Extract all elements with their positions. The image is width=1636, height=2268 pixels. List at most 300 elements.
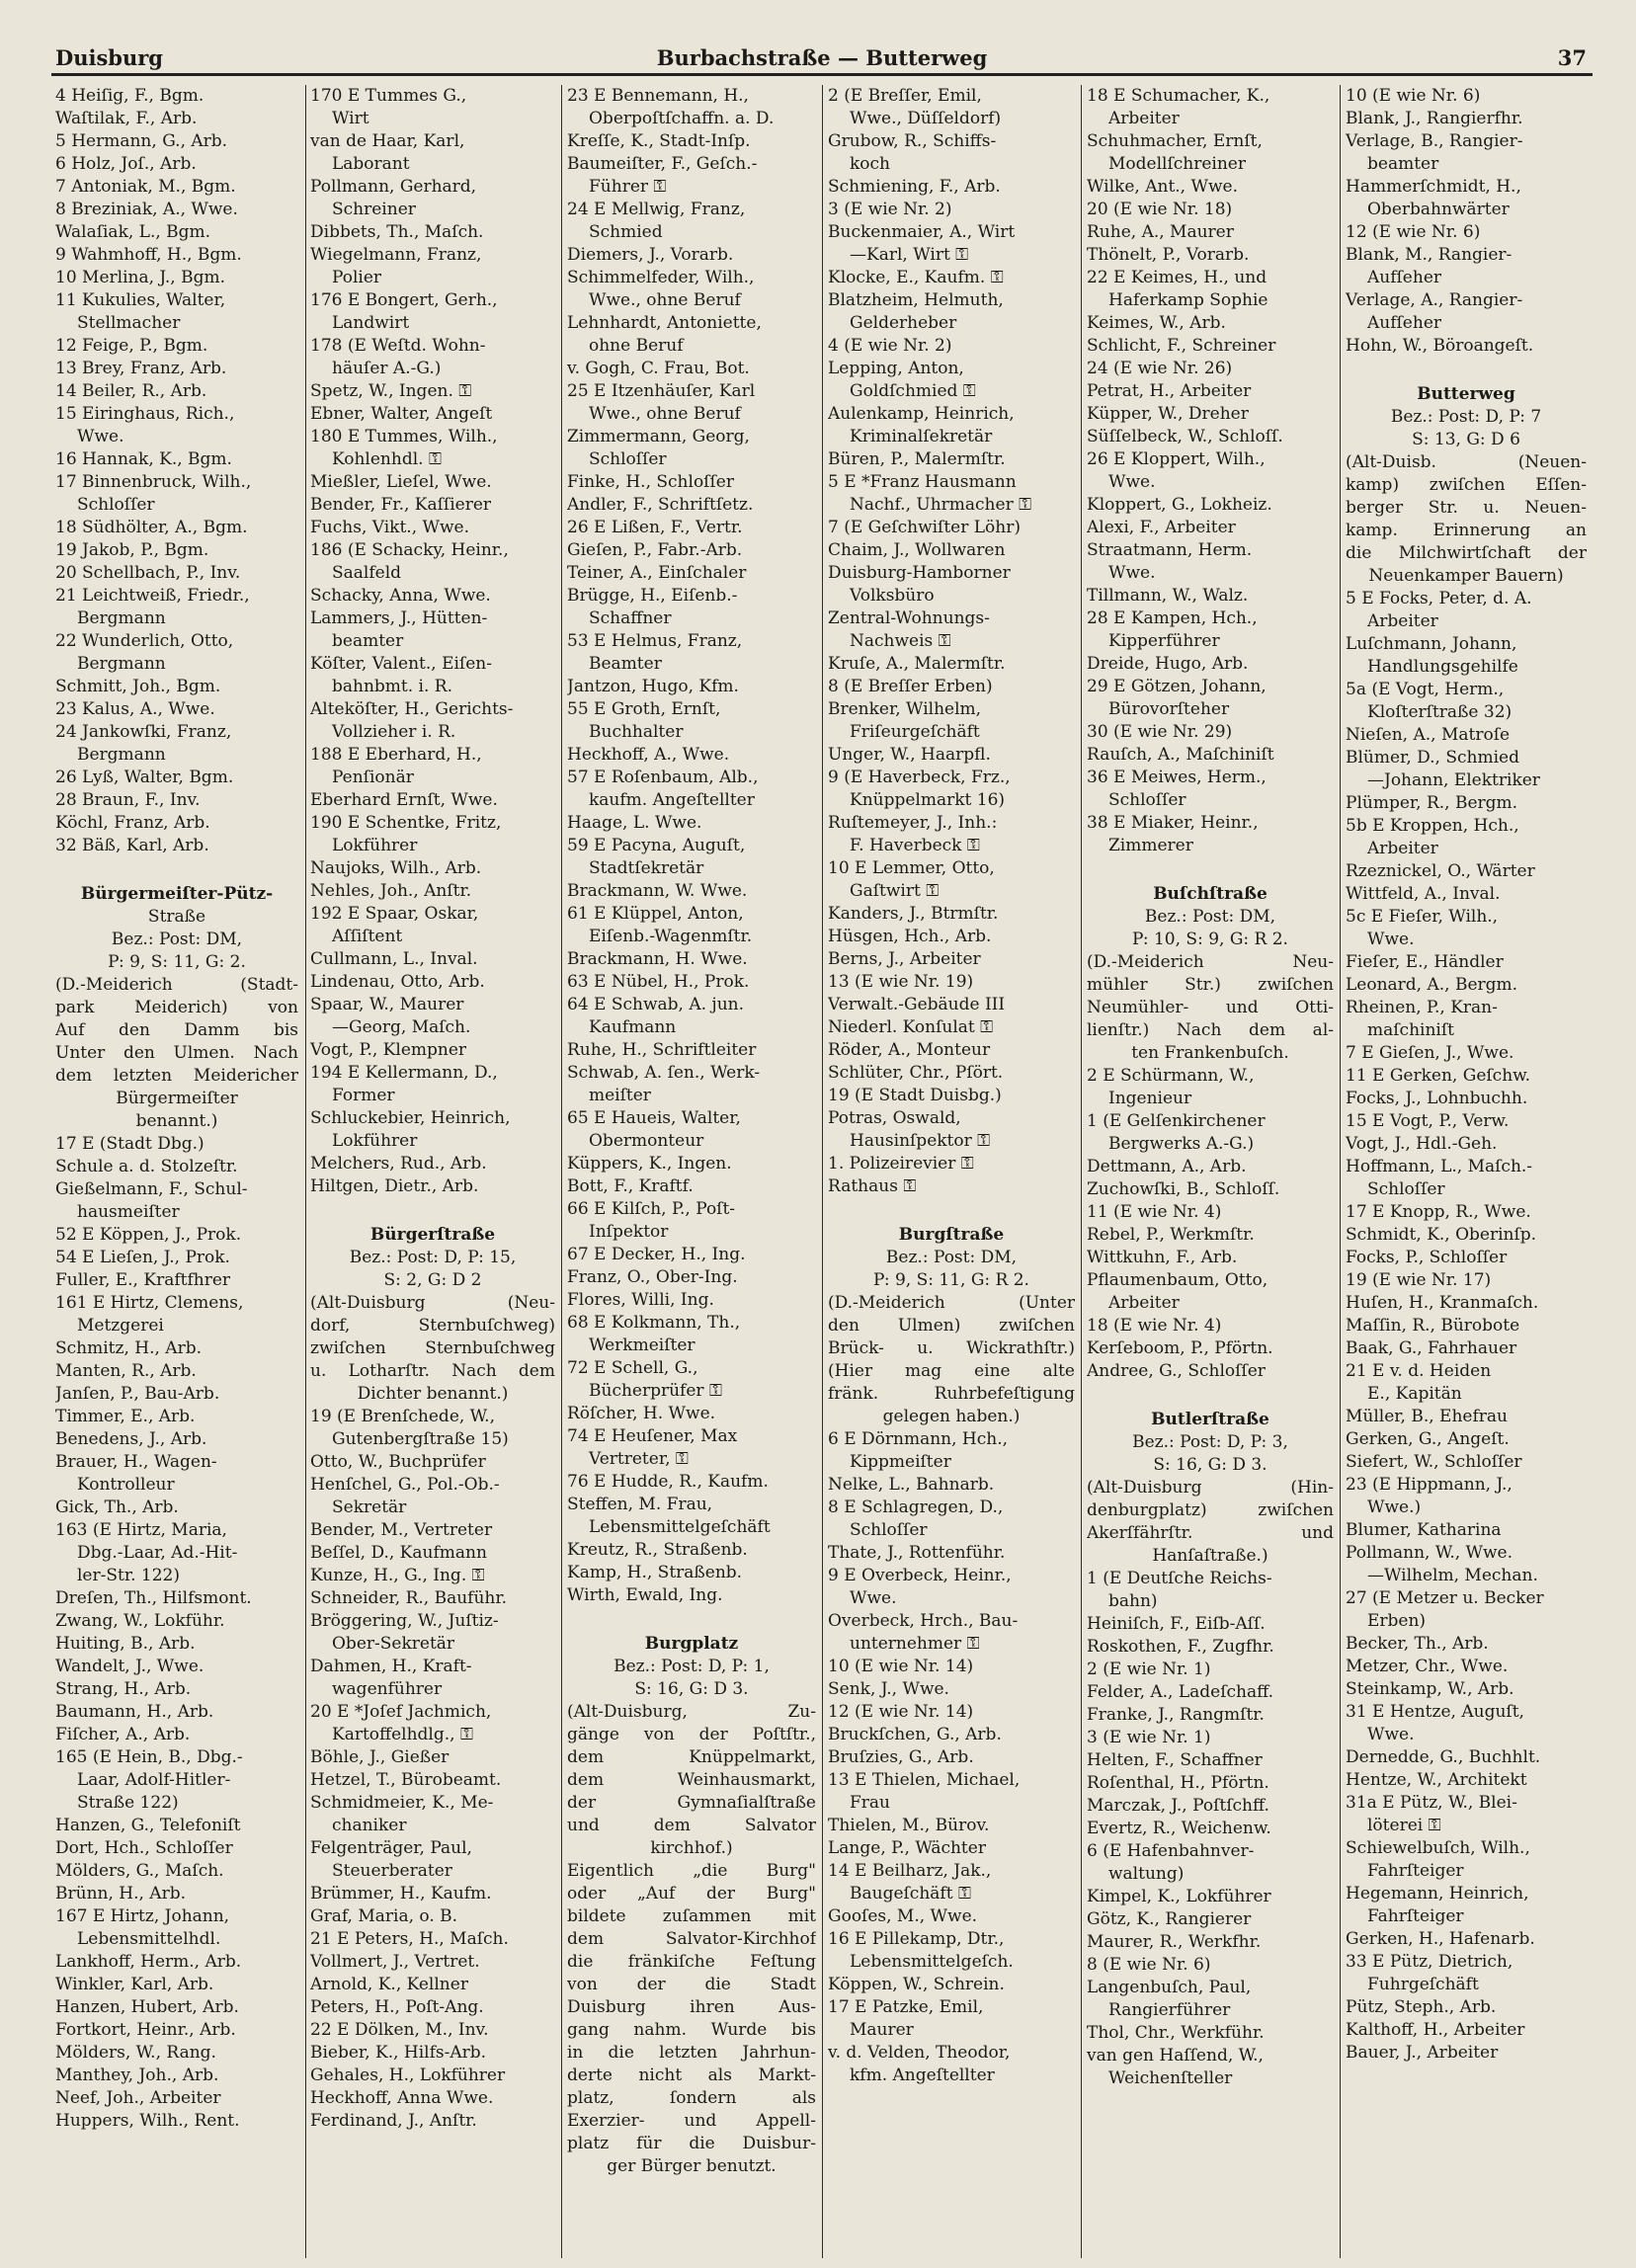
directory-entry: Gerken, G., Angeſt. <box>1346 1429 1510 1449</box>
street-description: Bez.: Post: D, P: 15, <box>349 1248 517 1267</box>
street-description: Exerzier- und Appell- <box>567 2111 816 2131</box>
directory-entry: kaufm. Angeſtellter <box>589 790 755 810</box>
directory-entry: Brümmer, H., Kaufm. <box>310 1884 492 1904</box>
directory-entry: 20 (E wie Nr. 18) <box>1087 200 1233 219</box>
directory-entry: Böhle, J., Gießer <box>310 1747 450 1767</box>
directory-entry: Nieſen, A., Matroſe <box>1346 725 1511 745</box>
directory-entry: 10 Merlina, J., Bgm. <box>55 268 226 287</box>
directory-entry: Wwe. <box>850 1588 897 1608</box>
directory-entry: Küpper, W., Dreher <box>1087 404 1249 424</box>
directory-entry: Lehnhardt, Antoniette, <box>567 313 762 333</box>
directory-entry: Buchhalter <box>589 722 684 742</box>
directory-entry: 18 E Schumacher, K., <box>1087 86 1270 106</box>
directory-entry: Laar, Adolf-Hitler- <box>77 1770 231 1790</box>
directory-entry: Schloſſer <box>589 449 667 469</box>
directory-entry: Dreide, Hugo, Arb. <box>1087 654 1249 674</box>
directory-entry: 8 (E wie Nr. 6) <box>1087 1955 1211 1975</box>
directory-entry: Gelderheber <box>850 313 957 333</box>
directory-entry: Becker, Th., Arb. <box>1346 1634 1489 1654</box>
directory-entry: Wwe., ohne Beruf <box>589 290 741 310</box>
directory-entry: 12 (E wie Nr. 6) <box>1346 222 1481 242</box>
directory-entry: Aulenkamp, Heinrich, <box>828 404 1015 424</box>
directory-entry: ohne Beruf <box>589 336 684 356</box>
directory-entry: Schreiner <box>332 200 416 219</box>
directory-entry: 72 E Schell, G., <box>567 1358 698 1378</box>
directory-entry: Laborant <box>332 154 410 174</box>
directory-entry: Berns, J., Arbeiter <box>828 949 981 969</box>
directory-entry: Lindenau, Otto, Arb. <box>310 972 485 992</box>
directory-entry: Heckhoff, A., Wwe. <box>567 745 730 765</box>
directory-entry: Brackmann, W. Wwe. <box>567 881 748 901</box>
directory-entry: Vollmert, J., Vertret. <box>310 1952 480 1972</box>
directory-entry: Bott, F., Kraftf. <box>567 1176 694 1196</box>
directory-entry: Landwirt <box>332 313 410 333</box>
directory-entry: Polier <box>332 268 382 287</box>
directory-entry: Huiting, B., Arb. <box>55 1634 196 1654</box>
directory-entry: Schule a. d. Stolzeſtr. <box>55 1157 238 1176</box>
directory-entry: v. Gogh, C. Frau, Bot. <box>567 359 750 378</box>
directory-entry: Manten, R., Arb. <box>55 1361 197 1381</box>
directory-entry: Siefert, W., Schloſſer <box>1346 1452 1522 1472</box>
directory-entry: Benedens, J., Arb. <box>55 1429 207 1449</box>
directory-entry: Hetzel, T., Bürobeamt. <box>310 1770 502 1790</box>
directory-entry: Duisburg-Hamborner <box>828 563 1011 583</box>
directory-entry: Bröggering, W., Juſtiz- <box>310 1611 499 1631</box>
street-description: Bez.: Post: DM, <box>111 930 243 949</box>
directory-entry: 52 E Köppen, J., Prok. <box>55 1225 242 1245</box>
directory-entry: beamter <box>1367 154 1439 174</box>
directory-entry: Felder, A., Ladeſchaff. <box>1087 1682 1274 1702</box>
directory-entry: 8 Breziniak, A., Wwe. <box>55 200 238 219</box>
directory-entry: Bieber, K., Hilfs-Arb. <box>310 2043 487 2063</box>
directory-entry: Ebner, Walter, Angeſt <box>310 404 493 424</box>
directory-entry: Vertreter, ⚿ <box>589 1449 689 1469</box>
directory-entry: Neef, Joh., Arbeiter <box>55 2088 221 2108</box>
directory-entry: Brügge, H., Eiſenb.- <box>567 586 738 606</box>
directory-entry: häuſer A.-G.) <box>332 359 442 378</box>
directory-entry: Lange, P., Wächter <box>828 1838 986 1858</box>
directory-entry: ler-Str. 122) <box>77 1566 180 1585</box>
directory-entry: Wittfeld, A., Inval. <box>1346 884 1501 904</box>
directory-entry: Zuchowſki, B., Schloſſ. <box>1087 1179 1280 1199</box>
directory-entry: Schloſſer <box>1367 1179 1445 1199</box>
directory-entry: Former <box>332 1086 395 1105</box>
directory-entry: 4 Heiſig, F., Bgm. <box>55 86 204 106</box>
directory-entry: —Georg, Maſch. <box>332 1017 471 1037</box>
street-heading: Buſchſtraße <box>1153 884 1268 904</box>
directory-entry: Grubow, R., Schiffs- <box>828 131 997 151</box>
directory-entry: Klocke, E., Kaufm. ⚿ <box>828 268 1004 287</box>
directory-entry: 6 Holz, Joſ., Arb. <box>55 154 197 174</box>
directory-entry: 10 (E wie Nr. 6) <box>1346 86 1481 106</box>
directory-entry: Straatmann, Herm. <box>1087 540 1253 560</box>
directory-entry: v. d. Velden, Theodor, <box>828 2043 1011 2063</box>
directory-entry: 31a E Pütz, W., Blei- <box>1346 1793 1517 1813</box>
directory-entry: Hammerſchmidt, H., <box>1346 177 1521 197</box>
street-description: P: 9, S: 11, G: R 2. <box>873 1270 1029 1290</box>
directory-entry: Sekretär <box>332 1498 407 1517</box>
directory-entry: 1 (E Deutſche Reichs- <box>1087 1569 1272 1588</box>
directory-entry: Schluckebier, Heinrich, <box>310 1108 511 1128</box>
directory-entry: Finke, H., Schloſſer <box>567 472 734 492</box>
directory-entry: Hiltgen, Dietr., Arb. <box>310 1176 479 1196</box>
directory-entry: Baak, G., Fahrhauer <box>1346 1338 1517 1358</box>
street-description: (D.-Meiderich (Stadt- <box>55 975 298 995</box>
directory-entry: bahn) <box>1108 1591 1158 1611</box>
directory-entry: Unger, W., Haarpfl. <box>828 745 991 765</box>
directory-entry: Niederl. Konſulat ⚿ <box>828 1017 994 1037</box>
directory-entry: 31 E Hentze, Auguſt, <box>1346 1702 1524 1722</box>
directory-entry: Nachf., Uhrmacher ⚿ <box>850 495 1032 515</box>
directory-entry: 8 E Schlagregen, D., <box>828 1498 1004 1517</box>
directory-entry: 13 E Thielen, Michael, <box>828 1770 1021 1790</box>
directory-entry: Lammers, J., Hütten- <box>310 608 488 628</box>
directory-entry: unternehmer ⚿ <box>850 1634 980 1654</box>
directory-entry: Arnold, K., Kellner <box>310 1975 468 1994</box>
street-description: S: 2, G: D 2 <box>383 1270 482 1290</box>
directory-entry: Röder, A., Monteur <box>828 1040 991 1060</box>
column-divider <box>822 85 823 2258</box>
directory-entry: bahnbmt. i. R. <box>332 677 453 696</box>
directory-entry: Bergmann <box>77 608 166 628</box>
directory-entry: 67 E Decker, H., Ing. <box>567 1245 746 1264</box>
directory-entry: 23 E Bennemann, H., <box>567 86 749 106</box>
directory-entry: Lankhoff, Herm., Arb. <box>55 1952 242 1972</box>
directory-entry: 7 E Gieſen, J., Wwe. <box>1346 1043 1514 1063</box>
directory-entry: —Karl, Wirt ⚿ <box>850 245 969 265</box>
directory-entry: 30 (E wie Nr. 29) <box>1087 722 1233 742</box>
column-divider <box>1340 85 1341 2258</box>
column-1 <box>55 85 298 2258</box>
directory-entry: Andler, F., Schriftſetz. <box>567 495 754 515</box>
directory-entry: Köppen, W., Schrein. <box>828 1975 1005 1994</box>
directory-entry: 14 Beiler, R., Arb. <box>55 381 207 401</box>
directory-entry: 5a (E Vogt, Herm., <box>1346 680 1505 699</box>
street-description: dorf, Sternbuſchweg) <box>310 1316 555 1336</box>
directory-entry: Kontrolleur <box>77 1475 175 1495</box>
directory-entry: Naujoks, Wilh., Arb. <box>310 858 482 878</box>
directory-entry: 1 (E Gelſenkirchener <box>1087 1111 1266 1131</box>
directory-entry: Franke, J., Rangmſtr. <box>1087 1705 1265 1725</box>
directory-entry: Fuhrgeſchäft <box>1367 1975 1479 1994</box>
directory-entry: Dibbets, Th., Maſch. <box>310 222 484 242</box>
directory-entry: Aufſeher <box>1367 268 1442 287</box>
street-description: bildete zuſammen mit <box>567 1906 816 1926</box>
directory-entry: Maurer, R., Werkfhr. <box>1087 1932 1262 1952</box>
directory-entry: Wirt <box>332 109 369 128</box>
directory-entry: Gehales, H., Lokführer <box>310 2066 506 2085</box>
directory-entry: Lebensmittelgeſch. <box>850 1952 1014 1972</box>
directory-entry: Wwe. <box>1108 563 1156 583</box>
directory-entry: 5 E Focks, Peter, d. A. <box>1346 589 1532 608</box>
directory-entry: 61 E Klüppel, Anton, <box>567 904 744 924</box>
directory-entry: Spetz, W., Ingen. ⚿ <box>310 381 472 401</box>
directory-entry: Schmied <box>589 222 663 242</box>
directory-entry: Müller, B., Ehefrau <box>1346 1407 1508 1426</box>
directory-entry: Thönelt, P., Vorarb. <box>1087 245 1250 265</box>
directory-entry: Roskothen, F., Zugfhr. <box>1087 1637 1274 1657</box>
directory-entry: 167 E Hirtz, Johann, <box>55 1906 230 1926</box>
page-header <box>51 43 1593 76</box>
directory-entry: Janſen, P., Bau-Arb. <box>55 1384 220 1404</box>
directory-entry: 165 (E Hein, B., Dbg.- <box>55 1747 243 1767</box>
directory-entry: 20 E *Joſef Jachmich, <box>310 1702 492 1722</box>
directory-entry: Schuhmacher, Ernſt, <box>1087 131 1263 151</box>
directory-entry: Kloppert, G., Lokheiz. <box>1087 495 1272 515</box>
directory-entry: Gooſes, M., Wwe. <box>828 1906 978 1926</box>
directory-entry: Schloſſer <box>1108 790 1186 810</box>
directory-entry: Graf, Maria, o. B. <box>310 1906 458 1926</box>
street-description: u. Lotharſtr. Nach dem <box>310 1361 555 1381</box>
directory-entry: Peters, H., Poſt-Ang. <box>310 1997 484 2017</box>
directory-entry: Alteköſter, H., Gerichts- <box>310 699 514 719</box>
directory-entry: Nelke, L., Bahnarb. <box>828 1475 995 1495</box>
directory-entry: Huppers, Wilh., Rent. <box>55 2111 240 2131</box>
directory-entry: Bender, Fr., Kaſſierer <box>310 495 492 515</box>
directory-entry: 10 E Lemmer, Otto, <box>828 858 995 878</box>
directory-entry: waltung) <box>1108 1864 1185 1884</box>
directory-entry: Arbeiter <box>1108 109 1180 128</box>
directory-entry: 17 E (Stadt Dbg.) <box>55 1134 204 1154</box>
directory-entry: Schneider, R., Bauführ. <box>310 1588 508 1608</box>
street-description: Neumühler- und Otti- <box>1087 998 1334 1017</box>
directory-entry: Rebel, P., Werkmſtr. <box>1087 1225 1255 1245</box>
street-description: berger Str. u. Neuen- <box>1346 498 1587 518</box>
street-description: Neuenkamper Bauern) <box>1368 566 1564 586</box>
directory-entry: Goldſchmied ⚿ <box>850 381 976 401</box>
directory-entry: Volksbüro <box>850 586 935 606</box>
directory-entry: 12 (E wie Nr. 14) <box>828 1702 974 1722</box>
directory-entry: Franz, O., Ober-Ing. <box>567 1267 738 1287</box>
directory-entry: Gaſtwirt ⚿ <box>850 881 940 901</box>
directory-entry: Vollzieher i. R. <box>332 722 456 742</box>
directory-entry: Schlüter, Chr., Pſört. <box>828 1063 1004 1083</box>
street-heading: Bürgermeiſter-Pütz- <box>80 884 274 904</box>
directory-entry: Schwab, A. ſen., Werk- <box>567 1063 761 1083</box>
directory-entry: 28 E Kampen, Hch., <box>1087 608 1258 628</box>
directory-entry: 11 (E wie Nr. 4) <box>1087 1202 1222 1222</box>
directory-entry: 2 (E Breſſer, Emil, <box>828 86 982 106</box>
directory-entry: Bergwerks A.-G.) <box>1108 1134 1255 1154</box>
directory-entry: Bruſzies, G., Arb. <box>828 1747 974 1767</box>
directory-entry: Gießelmann, F., Schul- <box>55 1179 248 1199</box>
directory-entry: Fiſcher, A., Arb. <box>55 1725 191 1744</box>
directory-entry: 18 Südhölter, A., Bgm. <box>55 518 248 537</box>
directory-entry: Focks, J., Lohnbuchh. <box>1346 1089 1528 1108</box>
directory-entry: Brenker, Wilhelm, <box>828 699 982 719</box>
directory-entry: Kalthoff, H., Arbeiter <box>1346 2020 1525 2040</box>
directory-entry: Arbeiter <box>1108 1293 1180 1313</box>
directory-entry: Dort, Hch., Schloſſer <box>55 1838 233 1858</box>
directory-entry: hausmeiſter <box>77 1202 180 1222</box>
directory-entry: 192 E Spaar, Oskar, <box>310 904 479 924</box>
column-5 <box>1087 85 1334 2258</box>
directory-entry: Erben) <box>1367 1611 1427 1631</box>
street-description: Eigentlich „die Burg" <box>567 1861 816 1881</box>
directory-entry: Vogt, J., Hdl.-Geh. <box>1346 1134 1498 1154</box>
directory-entry: Aſſiſtent <box>332 927 403 946</box>
directory-entry: 33 E Pütz, Dietrich, <box>1346 1952 1513 1972</box>
directory-entry: Potras, Oswald, <box>828 1108 961 1128</box>
directory-entry: Kamp, H., Straßenb. <box>567 1563 743 1582</box>
directory-entry: van gen Haſſend, W., <box>1087 2046 1264 2066</box>
directory-entry: 16 Hannak, K., Bgm. <box>55 449 232 469</box>
directory-entry: Lebensmittelgeſchäft <box>589 1517 771 1537</box>
street-description: Unter den Ulmen. Nach <box>55 1043 298 1063</box>
header-city: Duisburg <box>55 45 163 70</box>
directory-entry: Baumann, H., Arb. <box>55 1702 214 1722</box>
street-description: (Alt-Duisb. (Neuen- <box>1346 452 1587 472</box>
directory-entry: Dahmen, H., Kraft- <box>310 1657 472 1676</box>
directory-entry: 178 (E Weſtd. Wohn- <box>310 336 486 356</box>
directory-entry: 63 E Nübel, H., Prok. <box>567 972 750 992</box>
directory-entry: Baumeiſter, F., Geſch.- <box>567 154 758 174</box>
column-divider <box>561 85 562 2258</box>
directory-entry: Obermonteur <box>589 1131 704 1151</box>
directory-entry: 23 (E Hippmann, J., <box>1346 1475 1513 1495</box>
directory-entry: Brauer, H., Wagen- <box>55 1452 217 1472</box>
directory-entry: Zentral-Wohnungs- <box>828 608 990 628</box>
directory-entry: 59 E Pacyna, Auguſt, <box>567 836 746 855</box>
directory-entry: Kimpel, K., Lokführer <box>1087 1887 1271 1906</box>
directory-entry: 2 E Schürmann, W., <box>1087 1066 1255 1086</box>
directory-entry: Wwe., Düſſeldorf) <box>850 109 1002 128</box>
directory-entry: Thol, Chr., Werkführ. <box>1087 2023 1265 2043</box>
directory-entry: Mießler, Lieſel, Wwe. <box>310 472 492 492</box>
directory-entry: Vogt, P., Klempner <box>310 1040 467 1060</box>
directory-entry: Hoffmann, L., Maſch.- <box>1346 1157 1533 1176</box>
directory-entry: Wilke, Ant., Wwe. <box>1087 177 1238 197</box>
street-description: P: 10, S: 9, G: R 2. <box>1132 930 1288 949</box>
directory-entry: Saalfeld <box>332 563 402 583</box>
directory-entry: Huſen, H., Kranmaſch. <box>1346 1293 1539 1313</box>
street-description: gelegen haben.) <box>882 1407 1021 1426</box>
directory-entry: Alexi, F., Arbeiter <box>1087 518 1236 537</box>
directory-entry: Otto, W., Buchprüfer <box>310 1452 486 1472</box>
directory-entry: Schmiening, F., Arb. <box>828 177 1001 197</box>
directory-entry: Spaar, W., Maurer <box>310 995 464 1014</box>
street-heading: Butlerſtraße <box>1151 1410 1269 1429</box>
directory-entry: Heiniſch, F., Eiſb-Aſſ. <box>1087 1614 1266 1634</box>
directory-entry: 29 E Götzen, Johann, <box>1087 677 1267 696</box>
directory-entry: 188 E Eberhard, H., <box>310 745 482 765</box>
directory-entry: Oberpoſtſchaffn. a. D. <box>589 109 775 128</box>
directory-entry: Arbeiter <box>1367 611 1438 631</box>
directory-entry: Verwalt.-Gebäude III <box>828 995 1006 1014</box>
street-description: kamp) zwiſchen Eſſen- <box>1346 475 1587 495</box>
street-description: der Gymnaſialſtraße <box>567 1793 816 1813</box>
directory-entry: Hanzen, G., Telefoniſt <box>55 1816 241 1835</box>
directory-entry: Küppers, K., Ingen. <box>567 1154 732 1174</box>
directory-entry: Wirth, Ewald, Ing. <box>567 1585 723 1605</box>
directory-entry: 24 E Mellwig, Franz, <box>567 200 746 219</box>
directory-entry: Kartoffelhdlg., ⚿ <box>332 1725 473 1744</box>
directory-entry: 26 E Lißen, F., Vertr. <box>567 518 743 537</box>
directory-entry: Waſtilak, F., Arb. <box>55 109 198 128</box>
directory-entry: Lebensmittelhdl. <box>77 1929 221 1949</box>
street-description: (Alt-Duisburg, Zu- <box>567 1702 816 1722</box>
street-description: und dem Salvator <box>567 1816 816 1835</box>
directory-entry: 1. Polizeirevier ⚿ <box>828 1154 974 1174</box>
directory-entry: Schacky, Anna, Wwe. <box>310 586 491 606</box>
directory-entry: Wittkuhn, F., Arb. <box>1087 1248 1238 1267</box>
directory-entry: 74 E Heuſener, Max <box>567 1426 738 1446</box>
directory-entry: Keimes, W., Arb. <box>1087 313 1226 333</box>
directory-entry: Dettmann, A., Arb. <box>1087 1157 1247 1176</box>
directory-entry: Thate, J., Rottenführ. <box>828 1543 1006 1563</box>
directory-entry: 19 (E Stadt Duisbg.) <box>828 1086 1002 1105</box>
directory-entry: Maurer <box>850 2020 914 2040</box>
directory-entry: Schlicht, F., Schreiner <box>1087 336 1276 356</box>
street-description: mühler Str.) zwiſchen <box>1087 975 1334 995</box>
directory-entry: 4 (E wie Nr. 2) <box>828 336 952 356</box>
directory-entry: Kruſe, A., Malermſtr. <box>828 654 1006 674</box>
directory-entry: 12 Feige, P., Bgm. <box>55 336 208 356</box>
directory-entry: van de Haar, Karl, <box>310 131 465 151</box>
directory-entry: chaniker <box>332 1816 407 1835</box>
directory-entry: Fahrſteiger <box>1367 1861 1464 1881</box>
street-description: P: 9, S: 11, G: 2. <box>108 952 246 972</box>
directory-entry: 3 (E wie Nr. 1) <box>1087 1728 1211 1747</box>
directory-entry: Kreſſe, K., Stadt-Inſp. <box>567 131 751 151</box>
directory-entry: 17 E Patzke, Emil, <box>828 1997 984 2017</box>
directory-entry: Bergmann <box>77 654 166 674</box>
directory-entry: 38 E Miaker, Heinr., <box>1087 813 1259 833</box>
directory-entry: Kaufmann <box>589 1017 677 1037</box>
directory-entry: Wwe. <box>1367 1725 1415 1744</box>
directory-entry: Aufſeher <box>1367 313 1442 333</box>
directory-entry: Buckenmaier, A., Wirt <box>828 222 1016 242</box>
directory-entry: 15 Eiringhaus, Rich., <box>55 404 235 424</box>
street-description: kirchhof.) <box>650 1838 733 1858</box>
directory-entry: Thielen, M., Bürov. <box>828 1816 990 1835</box>
directory-entry: Hüsgen, Hch., Arb. <box>828 927 992 946</box>
street-description: kamp. Erinnerung an <box>1346 521 1587 540</box>
directory-entry: 16 E Pillekamp, Dtr., <box>828 1929 1005 1949</box>
directory-entry: Blümer, D., Schmied <box>1346 748 1519 768</box>
street-description: (D.-Meiderich Neu- <box>1087 952 1334 972</box>
street-description: Bez.: Post: D, P: 7 <box>1390 407 1542 427</box>
street-description: dem Salvator-Kirchhof <box>567 1929 816 1949</box>
directory-entry: Oberbahnwärter <box>1367 200 1510 219</box>
directory-entry: 186 (E Schacky, Heinr., <box>310 540 509 560</box>
directory-entry: 55 E Groth, Ernſt, <box>567 699 721 719</box>
directory-entry: Teiner, A., Einſchaler <box>567 563 747 583</box>
directory-entry: Kanders, J., Btrmſtr. <box>828 904 999 924</box>
street-description: Duisburg ihren Aus- <box>567 1997 816 2017</box>
directory-entry: Süſſelbeck, W., Schloſſ. <box>1087 427 1283 446</box>
directory-entry: 24 (E wie Nr. 26) <box>1087 359 1233 378</box>
directory-entry: 7 Antoniak, M., Bgm. <box>55 177 236 197</box>
street-description: gang nahm. Wurde bis <box>567 2020 816 2040</box>
directory-entry: Wwe., ohne Beruf <box>589 404 741 424</box>
directory-entry: Haage, L. Wwe. <box>567 813 702 833</box>
directory-entry: Pflaumenbaum, Otto, <box>1087 1270 1268 1290</box>
directory-entry: Pollmann, W., Wwe. <box>1346 1543 1513 1563</box>
street-heading: Burgplatz <box>644 1634 739 1654</box>
directory-entry: Gick, Th., Arb. <box>55 1498 179 1517</box>
directory-entry: Metzgerei <box>77 1316 164 1336</box>
directory-entry: 19 (E Brenſchede, W., <box>310 1407 495 1426</box>
directory-entry: —Wilhelm, Mechan. <box>1367 1566 1538 1585</box>
directory-entry: Langenbuſch, Paul, <box>1087 1978 1252 1997</box>
directory-entry: Knüppelmarkt 16) <box>850 790 1006 810</box>
directory-entry: Blumer, Katharina <box>1346 1520 1502 1540</box>
directory-entry: Rangierführer <box>1108 2000 1231 2020</box>
directory-entry: 57 E Roſenbaum, Alb., <box>567 768 759 787</box>
directory-entry: Mölders, W., Rang. <box>55 2043 216 2063</box>
directory-entry: Götz, K., Rangierer <box>1087 1909 1252 1929</box>
